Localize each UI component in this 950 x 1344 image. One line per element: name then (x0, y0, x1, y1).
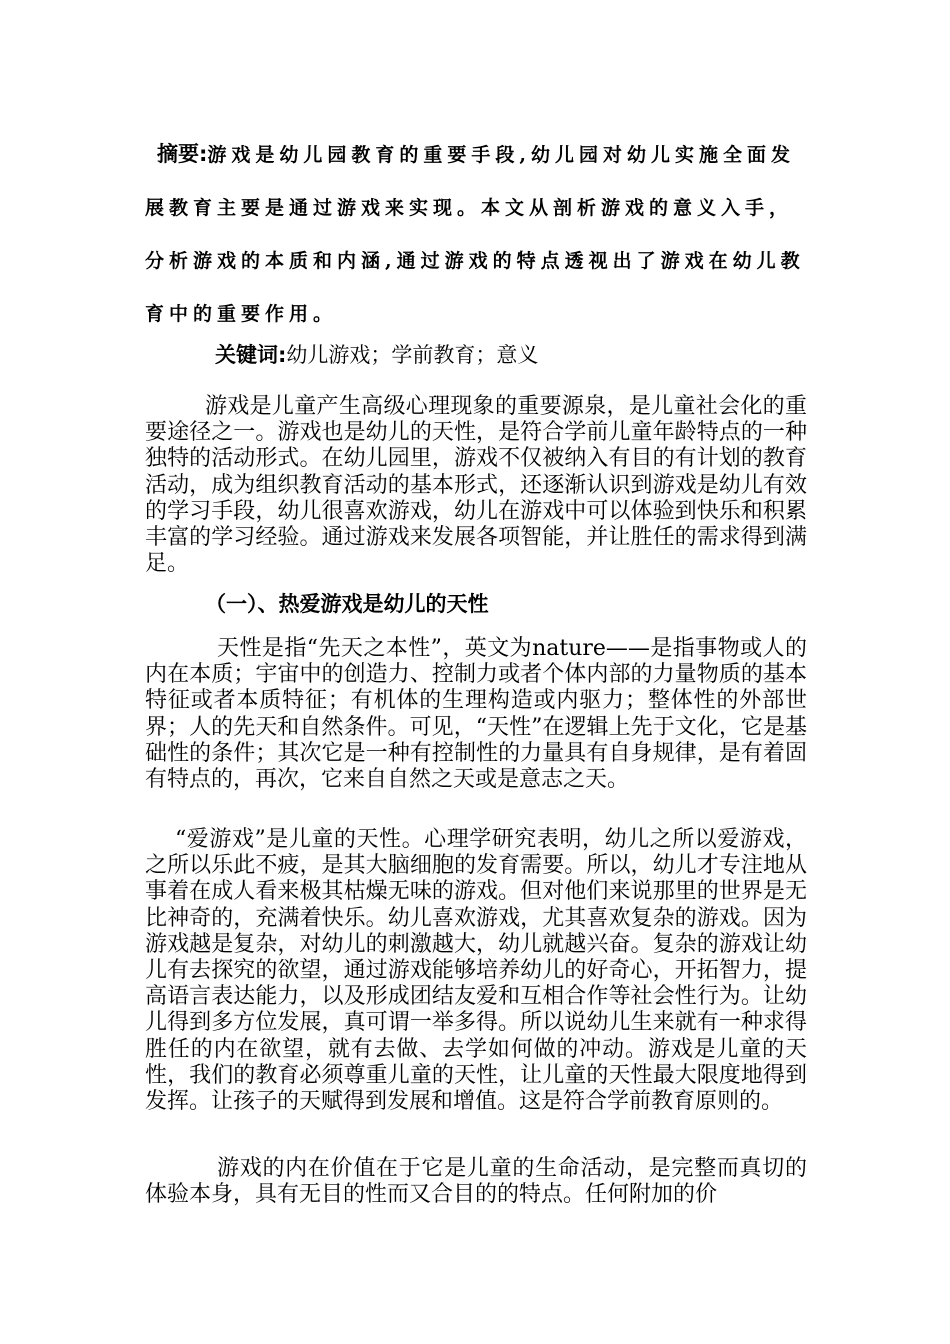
abstract-section (145, 128, 805, 341)
keywords-text: 幼儿游戏；学前教育；意义 (286, 343, 539, 367)
body-paragraph-intrinsic-value: 游戏的内在价值在于它是儿童的生命活动，是完整而真切的体验本身，具有无目的性而又合目的的特点。任何附加的价 (145, 1156, 807, 1208)
abstract-label: 摘要: (157, 142, 208, 166)
body-paragraph-intro: 游戏是儿童产生高级心理现象的重要源泉，是儿童社会化的重要途径之一。游戏也是幼儿的天性，是符合学前儿童年龄特点的一种独特的活动形式。在幼儿园里，游戏不仅被纳入有目的有计划的教育活动，成为组织教育活动的基本形式，还逐渐认识到游戏是幼儿有效的学习手段，幼儿很喜欢游戏，幼儿在游戏中可以体验到快乐和积累丰富的学习经验。通过游戏来发展各项智能，并让胜任的需求得到满足。 (145, 394, 807, 577)
keywords-label: 关键词: (215, 343, 287, 367)
section-heading: （一）、热爱游戏是幼儿的天性 (205, 592, 489, 616)
keywords-section (215, 340, 538, 370)
abstract-text: 游戏是幼儿园教育的重要手段,幼儿园对幼儿实施全面发展教育主要是通过游戏来实现。本文从剖析游戏的意义入手，分析游戏的本质和内涵,通过游戏的特点透视出了游戏在幼儿教育中的重要作用。 (145, 144, 805, 325)
body-paragraph-love-games: “爱游戏”是儿童的天性。心理学研究表明，幼儿之所以爱游戏，之所以乐此不疲，是其大脑细胞的发育需要。所以，幼儿才专注地从事着在成人看来极其枯燥无味的游戏。但对他们来说那里的世界是无比神奇的，充满着快乐。幼儿喜欢游戏，尤其喜欢复杂的游戏。因为游戏越是复杂，对幼儿的刺激越大，幼儿就越兴奋。复杂的游戏让幼儿有去探究的欲望，通过游戏能够培养幼儿的好奇心，开拓智力，提高语言表达能力，以及形成团结友爱和互相合作等社会性行为。让幼儿得到多方位发展，真可谓一举多得。所以说幼儿生来就有一种求得胜任的内在欲望，就有去做、去学如何做的冲动。游戏是儿童的天性，我们的教育必须尊重儿童的天性，让儿童的天性最大限度地得到发挥。让孩子的天赋得到发展和增值。这是符合学前教育原则的。 (145, 827, 807, 1115)
body-paragraph-nature: 天性是指“先天之本性”，英文为nature——是指事物或人的内在本质；宇宙中的创造力、控制力或者个体内部的力量物质的基本特征或者本质特征；有机体的生理构造或内驱力；整体性的外部世界；人的先天和自然条件。可见，“天性”在逻辑上先于文化，它是基础性的条件；其次它是一种有控制性的力量具有自身规律，是有着固有特点的，再次，它来自自然之天或是意志之天。 (145, 636, 807, 793)
